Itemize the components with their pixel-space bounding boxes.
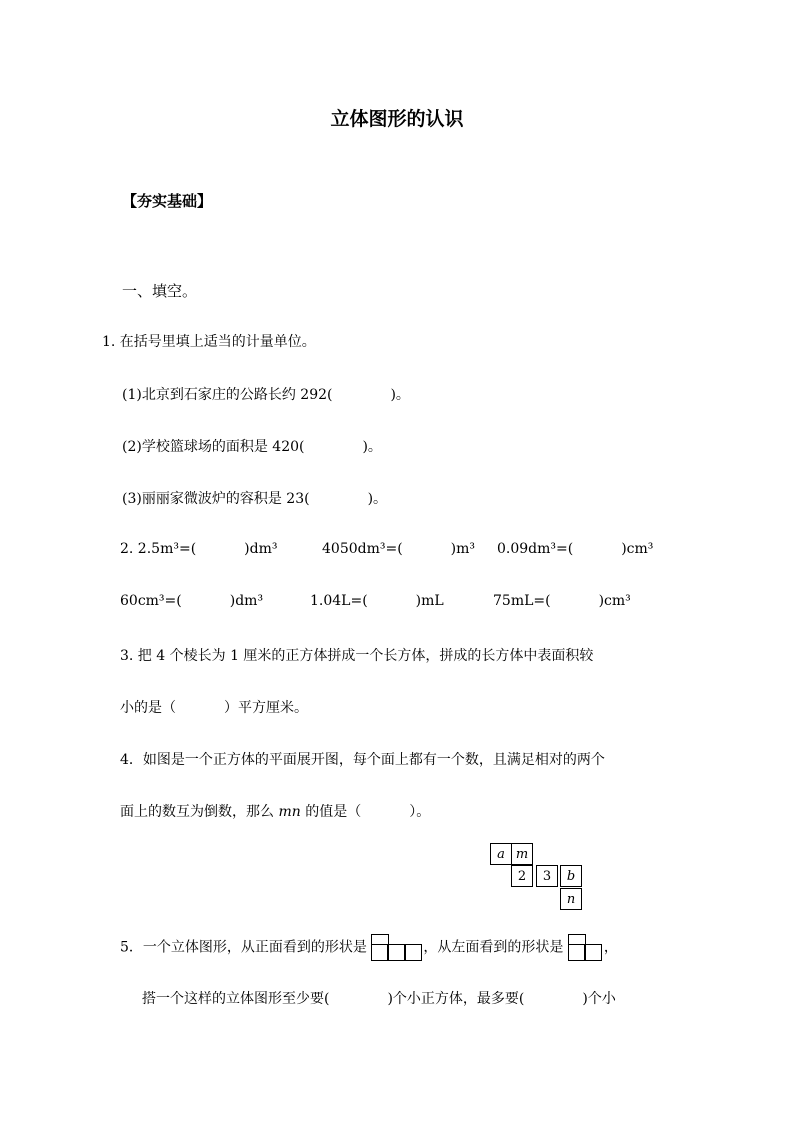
- variable-mn: mn: [278, 804, 301, 820]
- front-view-shape: [371, 934, 423, 961]
- q1-stem: 1. 在括号里填上适当的计量单位。: [102, 334, 316, 350]
- net-cell-2: 2: [511, 865, 533, 887]
- section-heading: 【夯实基础】: [122, 192, 213, 210]
- q2-item: 2. 2.5m³=( )dm³: [120, 541, 278, 557]
- q2-item: 60cm³=( )dm³: [120, 593, 264, 609]
- q5-line1: 5．一个立体图形，从正面看到的形状是 ，从左面看到的形状是 ，: [120, 934, 618, 961]
- page-title: 立体图形的认识: [330, 108, 464, 130]
- q1-b: (2)学校篮球场的面积是 420( )。: [122, 439, 382, 455]
- left-view-shape: [568, 934, 604, 961]
- q2-item: 75mL=( )cm³: [493, 593, 631, 609]
- q3-line1: 3. 把 4 个棱长为 1 厘米的正方体拼成一个长方体，拼成的长方体中表面积较: [120, 648, 594, 664]
- net-cell-b: b: [560, 865, 582, 887]
- q1-a: (1)北京到石家庄的公路长约 292( )。: [122, 387, 410, 403]
- q2-item: 0.09dm³=( )cm³: [497, 541, 654, 557]
- q1-c: (3)丽丽家微波炉的容积是 23( )。: [122, 491, 388, 507]
- q4-line1: 4．如图是一个正方体的平面展开图，每个面上都有一个数，且满足相对的两个: [120, 752, 605, 768]
- q4-line2: 面上的数互为倒数，那么 mn 的值是（ ）。: [120, 804, 431, 820]
- q2-item: 4050dm³=( )m³: [322, 541, 476, 557]
- net-cell-3: 3: [536, 865, 558, 887]
- net-cell-m: m: [511, 843, 533, 865]
- cube-net-diagram: [486, 840, 586, 912]
- part-heading: 一、填空。: [122, 282, 198, 300]
- net-cell-a: a: [490, 843, 512, 865]
- q2-item: 1.04L=( )mL: [310, 593, 444, 609]
- q3-line2: 小的是（ ）平方厘米。: [120, 700, 308, 716]
- q5-line2: 搭一个这样的立体图形至少要( )个小正方体，最多要( )个小: [142, 991, 616, 1007]
- net-cell-n: n: [560, 888, 582, 910]
